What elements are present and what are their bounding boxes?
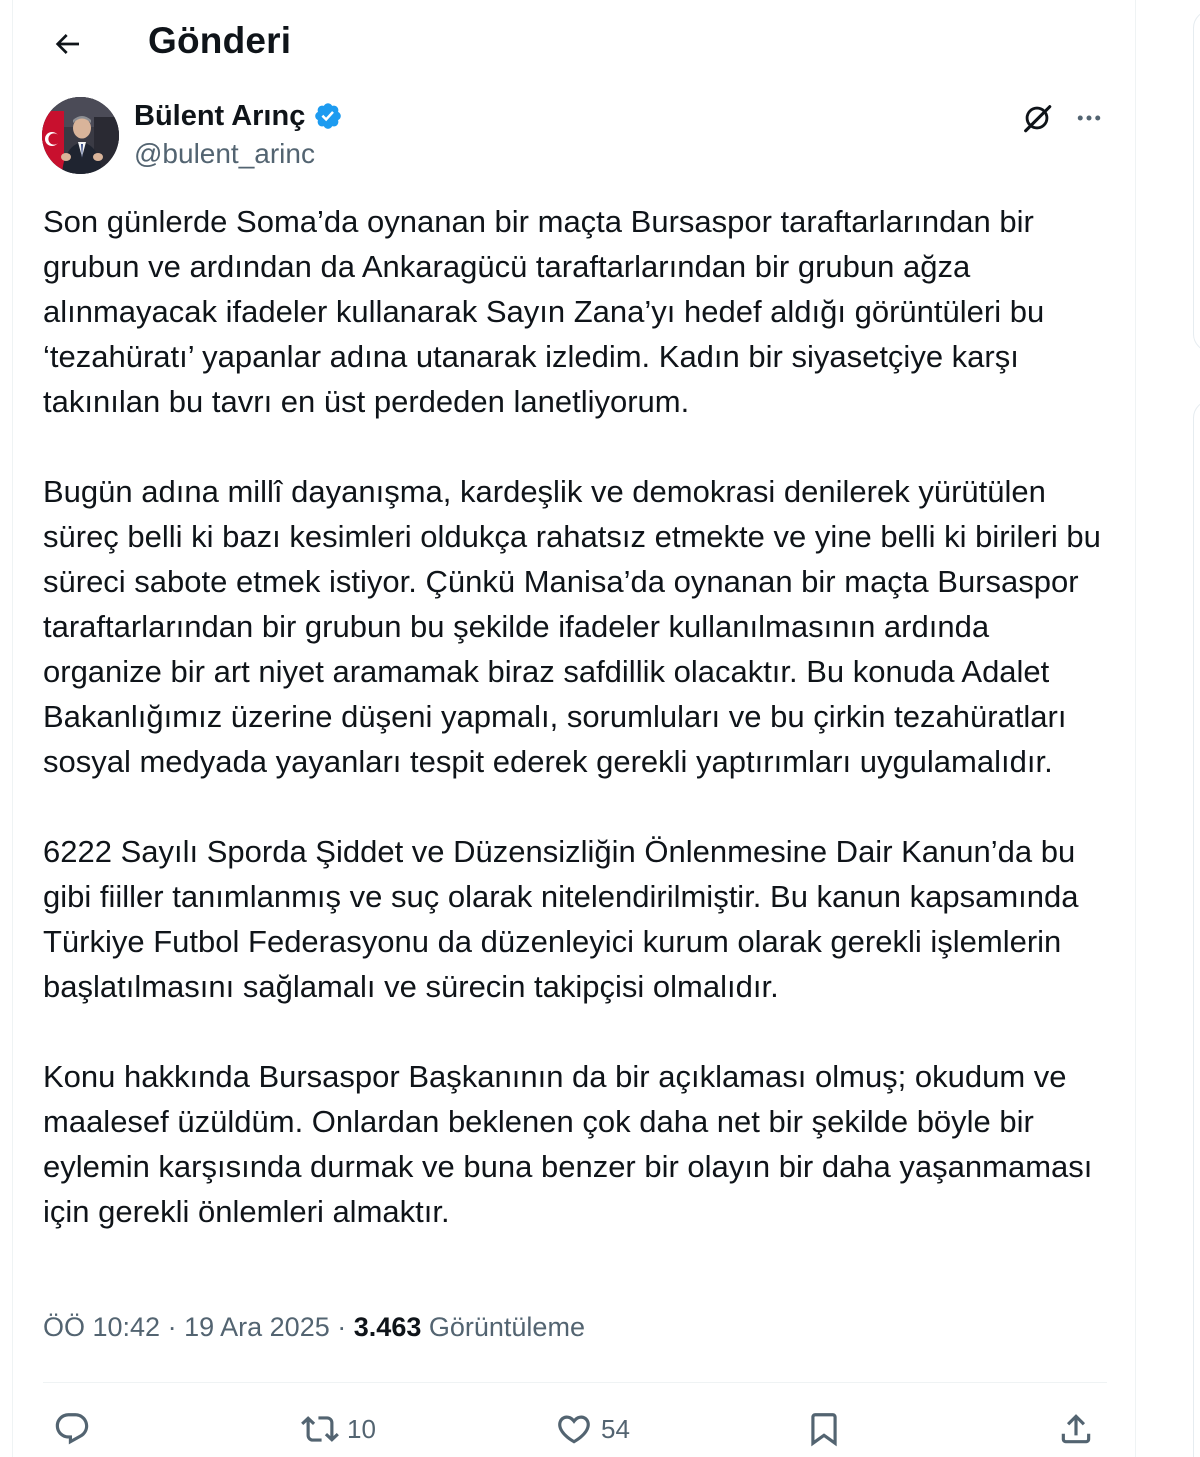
more-dots-icon xyxy=(1074,103,1104,133)
sidebar-card-edge xyxy=(1193,10,1200,352)
heart-icon xyxy=(555,1410,593,1448)
reply-button[interactable] xyxy=(53,1405,91,1453)
repost-count: 10 xyxy=(347,1413,376,1444)
tweet-paragraph: Bugün adına millî dayanışma, kardeşlik ve demokrasi denilerek yürütülen süreç belli ki bazı kesimleri oldukça rahatsız etmekte ve yine belli ki birileri bu süreci sabote etmek istiyor. Çünkü Manisa’da oynanan bir maçta Bursaspor taraftarlarından bir grubun bu şekilde ifadeler kullanılmasının ardında organize bir art niyet aramamak biraz safdillik olacaktır. Bu konuda Adalet Bakanlığımız üzerine düşeni yapmalı, sorumluları ve bu çirkin tezahüratları sosyal medyada yayanları tespit ederek gerekli yaptırımları uygulamalıdır. xyxy=(43,474,1101,779)
share-icon xyxy=(1057,1410,1095,1448)
more-button[interactable] xyxy=(1069,98,1109,138)
grok-button[interactable] xyxy=(1017,98,1057,138)
author-handle[interactable]: @bulent_arinc xyxy=(134,138,315,169)
views-count: 3.463 xyxy=(353,1312,422,1342)
arrow-left-icon xyxy=(51,28,83,60)
repost-button[interactable] xyxy=(301,1405,376,1453)
like-button[interactable] xyxy=(555,1405,630,1453)
primary-column xyxy=(12,0,1136,1457)
tweet-paragraph: Son günlerde Soma’da oynanan bir maçta Bursaspor taraftarlarından bir grubun ve ardından da Ankaragücü taraftarlarından bir grubun ağza alınmayacak ifadeler kullanarak Sayın Zana’yı hedef aldığı görüntüleri bu ‘tezahüratı’ yapanlar adına utanarak izledim. Kadın bir siyasetçiye karşı takınılan bu tavrı en üst perdeden lanetliyorum. xyxy=(43,204,1045,419)
views-label: Görüntüleme xyxy=(428,1312,585,1342)
repost-icon xyxy=(301,1410,339,1448)
tweet-paragraph: 6222 Sayılı Sporda Şiddet ve Düzensizliğin Önlenmesine Dair Kanun’da bu gibi fiiller tanımlanmış ve suç olarak nitelendirilmiştir. Bu kanun kapsamında Türkiye Futbol Federasyonu da düzenleyici kurum olarak gerekli işlemlerin başlatılmasını sağlamalı ve sürecin takipçisi olmalıdır. xyxy=(43,834,1079,1004)
avatar[interactable] xyxy=(42,97,119,174)
verified-badge-icon xyxy=(313,101,343,131)
avatar-image xyxy=(42,97,119,174)
tweet-text xyxy=(43,199,1113,1234)
author-name[interactable]: Bülent Arınç xyxy=(134,99,306,132)
tweet-date[interactable]: 19 Ara 2025 xyxy=(184,1312,330,1342)
reply-icon xyxy=(53,1410,91,1448)
grok-icon xyxy=(1020,101,1054,135)
like-count: 54 xyxy=(601,1413,630,1444)
share-button[interactable] xyxy=(1057,1405,1095,1453)
sidebar-card-edge xyxy=(1193,400,1200,1457)
tweet-meta xyxy=(43,1312,585,1343)
meta-separator: · xyxy=(337,1312,347,1342)
tweet-paragraph: Konu hakkında Bursaspor Başkanının da bir açıklaması olmuş; okudum ve maalesef üzüldüm. Onlardan beklenen çok daha net bir şekilde böyle bir eylemin karşısında durmak ve buna benzer bir olayın bir daha yaşanmaması için gerekli önlemleri almaktır. xyxy=(43,1059,1093,1229)
author-name-row[interactable] xyxy=(134,96,343,136)
page-title: Gönderi xyxy=(148,20,292,61)
tweet-time[interactable]: ÖÖ 10:42 xyxy=(43,1312,161,1342)
back-button[interactable] xyxy=(45,22,89,66)
bookmark-icon xyxy=(805,1410,843,1448)
page-header xyxy=(13,0,1137,86)
meta-separator: · xyxy=(167,1312,177,1342)
divider xyxy=(43,1382,1107,1383)
bookmark-button[interactable] xyxy=(805,1405,843,1453)
